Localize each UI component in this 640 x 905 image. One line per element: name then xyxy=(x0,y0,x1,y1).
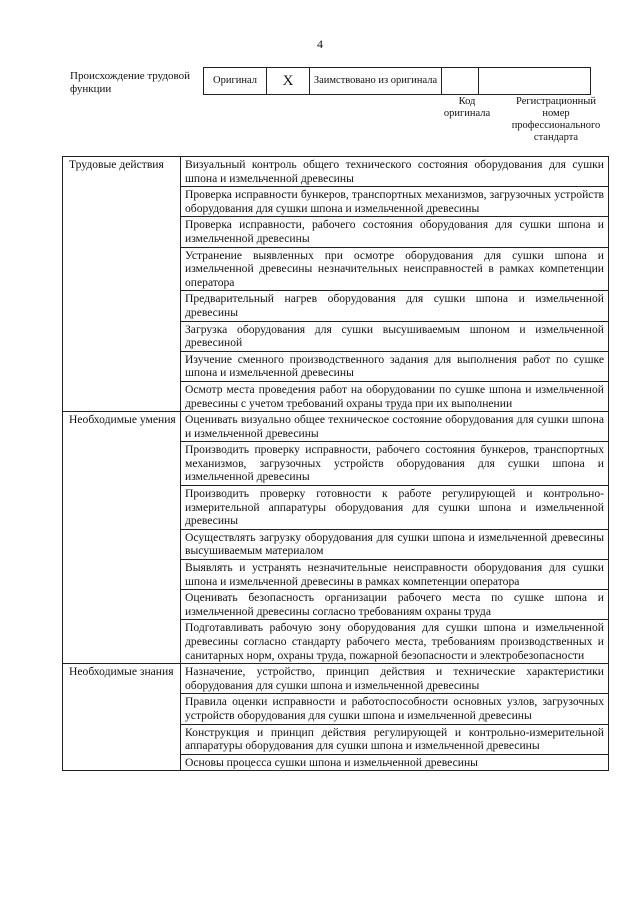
table-row xyxy=(63,664,609,694)
registration-number-label: Регистрационный номер профессионального стандарта xyxy=(511,96,601,143)
section-title: Необходимые умения xyxy=(63,412,181,664)
code-cell xyxy=(442,68,479,95)
borrowed-cell: Заимствовано из оригинала xyxy=(310,68,442,95)
section-item: Осуществлять загрузку оборудования для сушки шпона и измельченной древесины высушиваемым материалом xyxy=(181,529,609,559)
origin-label: Происхождение трудовой функции xyxy=(70,70,191,95)
section-item: Производить проверку готовности к работе регулирующей и контрольно-измерительной аппаратуры оборудования для сушки шпона и измельченной древесины xyxy=(181,486,609,530)
section-item: Подготавливать рабочую зону оборудования для сушки шпона и измельченной древесины согласно стандарту рабочего места, требованиям производственных и санитарных норм, охраны труда, пожарной безопасности и электробезопасности xyxy=(181,620,609,664)
section-title: Трудовые действия xyxy=(63,157,181,412)
reg-number-cell xyxy=(479,68,591,95)
code-original-label: Код оригинала xyxy=(443,96,491,119)
section-item: Предварительный нагрев оборудования для сушки шпона и измельченной древесины xyxy=(181,291,609,321)
section-item: Выявлять и устранять незначительные неисправности оборудования для сушки шпона и измельченной древесины в рамках компетенции оператора xyxy=(181,560,609,590)
section-item: Основы процесса сушки шпона и измельченной древесины xyxy=(181,754,609,771)
section-item: Правила оценки исправности и работоспособности основных узлов, загрузочных устройств оборудования для сушки шпона и измельченной древесины xyxy=(181,694,609,724)
section-item: Конструкция и принцип действия регулирующей и контрольно-измерительной аппаратуры оборудования для сушки шпона и измельченной древесины xyxy=(181,724,609,754)
original-mark: X xyxy=(267,68,310,95)
section-item: Проверка исправности, рабочего состояния оборудования для сушки шпона и измельченной древесины xyxy=(181,217,609,247)
section-item: Устранение выявленных при осмотре оборудования для сушки шпона и измельченной древесины незначительных неисправностей в рамках компетенции оператора xyxy=(181,247,609,291)
labor-function-table xyxy=(62,156,609,771)
origin-table xyxy=(203,67,591,95)
section-item: Загрузка оборудования для сушки высушиваемым шпоном и измельченной древесиной xyxy=(181,321,609,351)
section-title: Необходимые знания xyxy=(63,664,181,771)
section-item: Оценивать визуально общее техническое состояние оборудования для сушки шпона и измельченной древесины xyxy=(181,412,609,442)
section-item: Производить проверку исправности, рабочего состояния бункеров, транспортных механизмов, загрузочных устройств оборудования для сушки шпона и измельченной древесины xyxy=(181,442,609,486)
section-item: Изучение сменного производственного задания для выполнения работ по сушке шпона и измельченной древесины xyxy=(181,351,609,381)
section-item: Осмотр места проведения работ на оборудовании по сушке шпона и измельченной древесины с учетом требований охраны труда при их выполнении xyxy=(181,381,609,411)
page-number: 4 xyxy=(317,37,323,51)
section-item: Визуальный контроль общего технического состояния оборудования для сушки шпона и измельченной древесины xyxy=(181,157,609,187)
section-item: Оценивать безопасность организации рабочего места по сушке шпона и измельченной древесины согласно требованиям охраны труда xyxy=(181,590,609,620)
table-row xyxy=(63,412,609,442)
section-item: Проверка исправности бункеров, транспортных механизмов, загрузочных устройств оборудования для сушки шпона и измельченной древесины xyxy=(181,187,609,217)
table-row xyxy=(63,157,609,187)
section-item: Назначение, устройство, принцип действия и технические характеристики оборудования для сушки шпона и измельченной древесины xyxy=(181,664,609,694)
original-cell: Оригинал xyxy=(204,68,267,95)
